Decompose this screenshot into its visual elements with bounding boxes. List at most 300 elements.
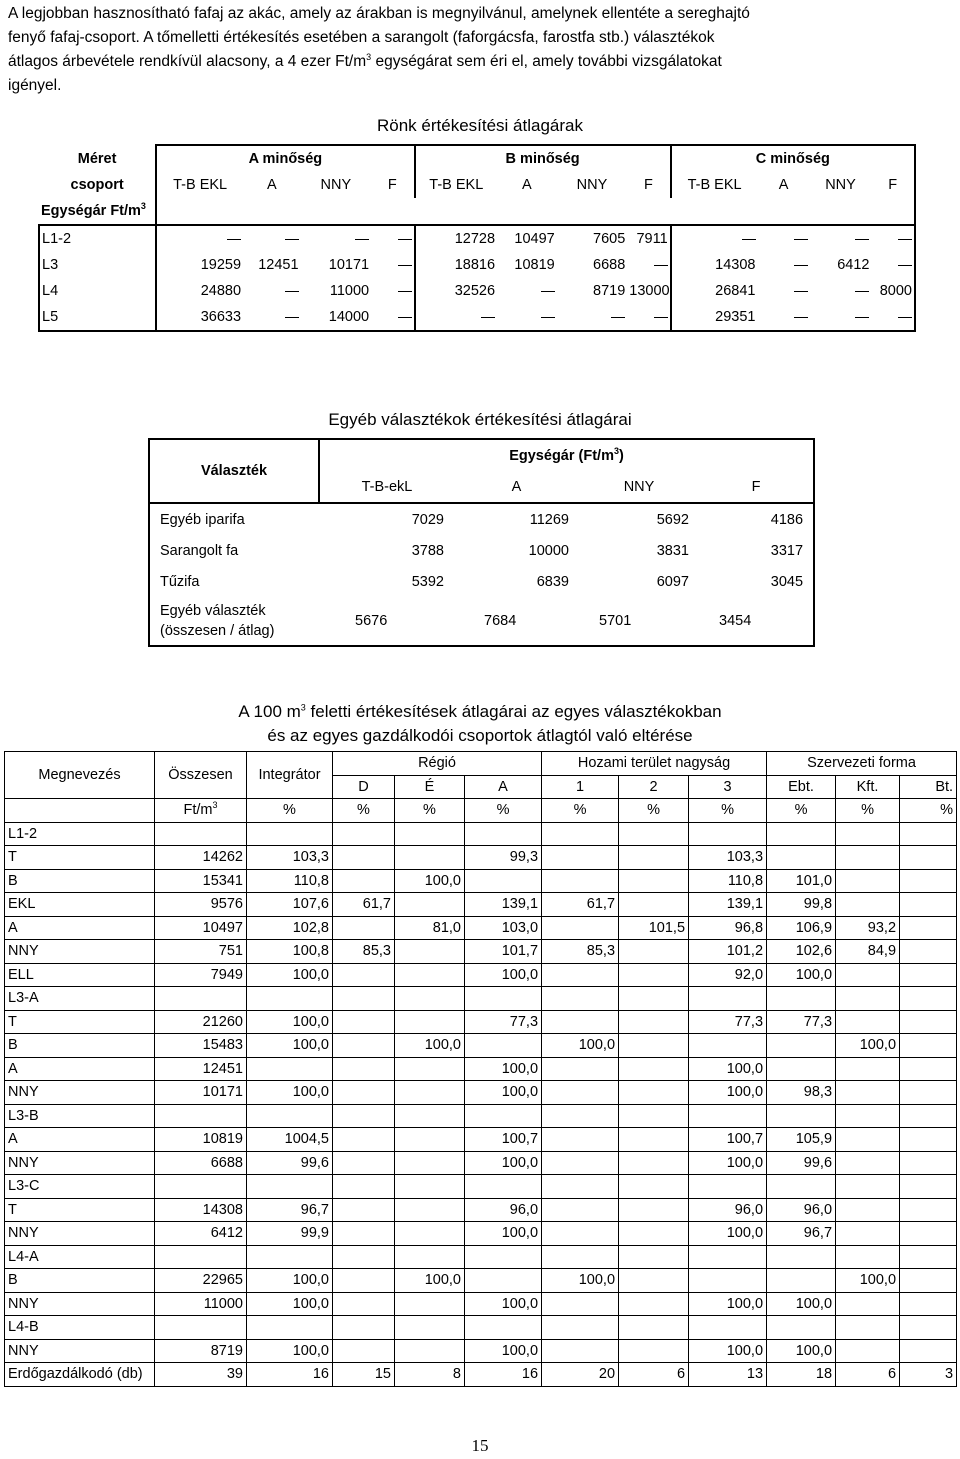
row-label: EKL — [5, 893, 155, 917]
cell: 7911 — [636, 231, 668, 247]
cell — [542, 916, 619, 940]
table3-row — [5, 963, 957, 987]
intro-line — [8, 50, 954, 74]
dash-mark — [398, 239, 412, 240]
cell — [619, 1292, 689, 1316]
unit-cell: % — [619, 799, 689, 823]
cell — [619, 1175, 689, 1199]
h-sub2: A — [454, 471, 579, 503]
cell: 10000 — [528, 542, 569, 559]
dash-mark — [481, 317, 495, 318]
cell: 100,0 — [465, 1339, 542, 1363]
row-label: L3-A — [5, 987, 155, 1011]
cell — [395, 1175, 465, 1199]
unit-cell: % — [836, 799, 900, 823]
table3-row — [5, 822, 957, 846]
cell — [333, 1339, 395, 1363]
cell: 139,1 — [465, 893, 542, 917]
cell: 93,2 — [836, 916, 900, 940]
cell: 99,6 — [247, 1151, 333, 1175]
table3-row — [5, 1128, 957, 1152]
cell — [155, 1104, 247, 1128]
cell — [247, 1175, 333, 1199]
cell — [671, 225, 758, 252]
units-spacer — [5, 799, 155, 823]
row-label: NNY — [5, 1222, 155, 1246]
dash-mark — [355, 239, 369, 240]
h-hozami: Hozami terület nagyság — [542, 752, 767, 776]
cell: 6412 — [837, 257, 870, 273]
row-label: L3-C — [5, 1175, 155, 1199]
cell — [767, 846, 836, 870]
unit-sup: 3 — [212, 800, 218, 811]
cell: 36633 — [156, 304, 243, 331]
cell — [542, 1081, 619, 1105]
cell — [619, 1269, 689, 1293]
row-label: Sarangolt fa — [149, 535, 319, 566]
cell — [415, 304, 497, 331]
cell: 15 — [333, 1363, 395, 1387]
dash-mark — [794, 291, 808, 292]
cell — [155, 1316, 247, 1340]
cell: 139,1 — [689, 893, 767, 917]
cell: 77,3 — [767, 1010, 836, 1034]
cell — [619, 940, 689, 964]
cell — [619, 1339, 689, 1363]
h-sub: F — [387, 177, 397, 193]
unit-cell: % — [333, 799, 395, 823]
cell: 99,3 — [465, 846, 542, 870]
cell — [619, 1128, 689, 1152]
cell: 100,0 — [465, 1151, 542, 1175]
cell: 98,3 — [767, 1081, 836, 1105]
cell: 85,3 — [333, 940, 395, 964]
cell: 99,9 — [247, 1222, 333, 1246]
cell — [542, 987, 619, 1011]
table2-row — [149, 566, 814, 597]
cell: 3788 — [411, 542, 444, 559]
cell: 5692 — [656, 511, 689, 528]
cell — [836, 1245, 900, 1269]
cell: 100,0 — [247, 1010, 333, 1034]
cell: 22965 — [155, 1269, 247, 1293]
cell — [836, 1292, 900, 1316]
cell: 100,8 — [247, 940, 333, 964]
h-sub2: F — [699, 471, 814, 503]
cell: 10819 — [155, 1128, 247, 1152]
cell: 14000 — [301, 304, 372, 331]
cell — [155, 822, 247, 846]
cell: 11269 — [529, 511, 569, 528]
cell — [395, 963, 465, 987]
cell — [465, 869, 542, 893]
row-label: NNY — [5, 940, 155, 964]
t3-title-sup: 3 — [300, 702, 306, 713]
row-label: A — [5, 1128, 155, 1152]
cell — [619, 869, 689, 893]
cell — [395, 893, 465, 917]
deviation-table — [4, 751, 957, 1387]
cell: 21260 — [155, 1010, 247, 1034]
h-sup: 3 — [140, 201, 146, 212]
cell — [836, 1339, 900, 1363]
cell — [395, 1339, 465, 1363]
dash-mark — [285, 291, 299, 292]
cell — [465, 1316, 542, 1340]
cell: 96,0 — [465, 1198, 542, 1222]
cell — [247, 822, 333, 846]
cell: 8 — [395, 1363, 465, 1387]
h-sub3: Bt. — [900, 775, 957, 799]
cell — [465, 987, 542, 1011]
cell: 29351 — [671, 304, 758, 331]
cell — [333, 1292, 395, 1316]
table3-row — [5, 987, 957, 1011]
cell — [900, 1292, 957, 1316]
cell — [900, 963, 957, 987]
cell — [395, 1010, 465, 1034]
cell — [333, 1175, 395, 1199]
cell: 20 — [542, 1363, 619, 1387]
cell: 96,7 — [247, 1198, 333, 1222]
cell: 8719 — [593, 283, 626, 299]
cell: 6688 — [155, 1151, 247, 1175]
table1-row — [39, 304, 915, 331]
cell — [689, 987, 767, 1011]
dash-mark — [611, 317, 625, 318]
row-label: A — [5, 916, 155, 940]
h-sub: A — [778, 177, 789, 193]
row-label: A — [5, 1057, 155, 1081]
intro-sup: 3 — [366, 51, 372, 62]
cell — [900, 846, 957, 870]
cell — [465, 1175, 542, 1199]
cell — [557, 304, 628, 331]
cell — [333, 1010, 395, 1034]
cell: 100,0 — [395, 1269, 465, 1293]
dash-mark — [285, 317, 299, 318]
row-label: Tűzifa — [149, 566, 319, 597]
row-label: T — [5, 1010, 155, 1034]
cell — [247, 987, 333, 1011]
h-szervezeti: Szervezeti forma — [767, 752, 957, 776]
cell: 110,8 — [689, 869, 767, 893]
row-label: L4-B — [5, 1316, 155, 1340]
h-osszesen: Összesen — [155, 752, 247, 799]
h-sub: F — [644, 177, 653, 193]
other-assortment-table — [148, 438, 815, 647]
dash-mark — [898, 265, 912, 266]
cell: 9576 — [155, 893, 247, 917]
row-label: NNY — [5, 1151, 155, 1175]
table3-row — [5, 1081, 957, 1105]
cell — [836, 822, 900, 846]
row-label: L1-2 — [39, 225, 156, 252]
cell — [333, 1057, 395, 1081]
cell — [542, 846, 619, 870]
cell — [542, 963, 619, 987]
cell: 92,0 — [689, 963, 767, 987]
cell: 100,0 — [247, 1269, 333, 1293]
cell — [155, 987, 247, 1011]
cell: 101,7 — [465, 940, 542, 964]
cell — [900, 822, 957, 846]
cell — [333, 846, 395, 870]
cell — [689, 1245, 767, 1269]
cell: 12451 — [258, 257, 299, 273]
cell — [871, 304, 915, 331]
row-label-line: Egyéb választék — [160, 603, 266, 619]
cell — [155, 1245, 247, 1269]
cell — [395, 987, 465, 1011]
unit-cell: % — [465, 799, 542, 823]
cell — [542, 1198, 619, 1222]
cell — [767, 1175, 836, 1199]
cell: 3831 — [656, 542, 689, 559]
cell: 101,5 — [619, 916, 689, 940]
cell — [333, 1151, 395, 1175]
table3-row — [5, 1316, 957, 1340]
cell: 8000 — [871, 278, 915, 304]
cell: 100,0 — [465, 1057, 542, 1081]
row-label: B — [5, 1034, 155, 1058]
row-label: ELL — [5, 963, 155, 987]
cell — [395, 1222, 465, 1246]
table3-row — [5, 1010, 957, 1034]
cell — [836, 1222, 900, 1246]
cell: 77,3 — [465, 1010, 542, 1034]
cell — [836, 1010, 900, 1034]
h-regio: Régió — [333, 752, 542, 776]
table3-title-line: és az egyes gazdálkodói csoportok átlagtól való eltérése — [267, 726, 693, 745]
cell — [333, 822, 395, 846]
cell — [619, 1316, 689, 1340]
dash-mark — [654, 317, 668, 318]
cell: 96,8 — [689, 916, 767, 940]
cell — [767, 1269, 836, 1293]
table3-row — [5, 1222, 957, 1246]
cell — [542, 1151, 619, 1175]
cell — [247, 1245, 333, 1269]
h-csoport: csoport — [70, 177, 124, 193]
cell — [619, 1057, 689, 1081]
cell: 15483 — [155, 1034, 247, 1058]
table2-title: Egyéb választékok értékesítési átlagárai — [328, 410, 632, 429]
cell — [465, 1034, 542, 1058]
cell — [836, 1175, 900, 1199]
dash-mark — [398, 291, 412, 292]
intro-line: igényel. — [8, 77, 62, 94]
row-label: L3-B — [5, 1104, 155, 1128]
cell: 100,0 — [689, 1151, 767, 1175]
dash-mark — [541, 317, 555, 318]
cell — [333, 963, 395, 987]
h-sub3: 3 — [689, 775, 767, 799]
cell — [497, 304, 557, 331]
cell: 100,0 — [247, 1292, 333, 1316]
table1-title: Rönk értékesítési átlagárak — [377, 116, 583, 135]
cell — [689, 822, 767, 846]
cell — [767, 987, 836, 1011]
cell — [395, 1316, 465, 1340]
cell — [619, 1245, 689, 1269]
table1-row — [39, 225, 915, 252]
cell: 4186 — [699, 503, 814, 535]
cell — [465, 822, 542, 846]
table3-row — [5, 1339, 957, 1363]
intro-line: fenyő fafaj-csoport. A tőmelletti értékesítés esetében a sarangolt (faforgácsfa, farostfa stb.) választékok — [8, 29, 715, 46]
cell — [836, 1104, 900, 1128]
h-sup2: 3 — [613, 445, 619, 456]
h-sub: F — [871, 172, 915, 198]
cell — [900, 1151, 957, 1175]
cell: 100,0 — [689, 1292, 767, 1316]
cell: 100,0 — [247, 1081, 333, 1105]
t3-title-text: A 100 m — [238, 702, 301, 721]
cell — [758, 304, 810, 331]
cell — [758, 278, 810, 304]
cell: 14308 — [671, 252, 758, 278]
cell — [627, 304, 670, 331]
cell: 6688 — [593, 257, 626, 273]
h-sub3: É — [395, 775, 465, 799]
h-integrator: Integrátor — [247, 752, 333, 799]
cell: 81,0 — [395, 916, 465, 940]
cell: 96,7 — [767, 1222, 836, 1246]
cell — [619, 1081, 689, 1105]
cell — [333, 987, 395, 1011]
dash-mark — [794, 265, 808, 266]
cell — [333, 1104, 395, 1128]
h-megnevezes: Megnevezés — [5, 752, 155, 799]
cell — [395, 1292, 465, 1316]
cell: 10171 — [155, 1081, 247, 1105]
cell — [871, 252, 915, 278]
unit-cell: % — [395, 799, 465, 823]
cell: 1004,5 — [247, 1128, 333, 1152]
h-sub: NNY — [576, 177, 608, 193]
cell: 96,0 — [689, 1198, 767, 1222]
cell: 6 — [619, 1363, 689, 1387]
cell: 10497 — [155, 916, 247, 940]
cell — [836, 1151, 900, 1175]
cell — [767, 1034, 836, 1058]
cell: 24880 — [156, 278, 243, 304]
cell: 100,0 — [689, 1222, 767, 1246]
cell: 100,0 — [542, 1269, 619, 1293]
h-sub2: NNY — [579, 471, 699, 503]
cell — [542, 1245, 619, 1269]
unit-cell — [155, 799, 247, 823]
cell — [810, 278, 872, 304]
intro-text: egységárat sem éri el, amely további vizsgálatokat — [371, 53, 722, 70]
h-sub3: 1 — [542, 775, 619, 799]
cell: 3317 — [699, 535, 814, 566]
cell — [689, 1104, 767, 1128]
unit-cell: % — [247, 799, 333, 823]
cell: 84,9 — [836, 940, 900, 964]
row-label: NNY — [5, 1081, 155, 1105]
cell — [333, 869, 395, 893]
table3-row — [5, 1363, 957, 1387]
cell: 100,0 — [767, 1292, 836, 1316]
table3-row — [5, 916, 957, 940]
h-sub: A — [266, 177, 277, 193]
cell — [689, 1034, 767, 1058]
cell — [836, 963, 900, 987]
cell — [542, 1339, 619, 1363]
t3-title-text: feletti értékesítések átlagárai az egyes választékokban — [305, 702, 722, 721]
cell — [619, 1151, 689, 1175]
cell: 100,0 — [465, 1081, 542, 1105]
cell — [619, 822, 689, 846]
table3-row — [5, 1245, 957, 1269]
cell — [810, 304, 872, 331]
h-sub: NNY — [320, 177, 352, 193]
cell: 100,0 — [767, 1339, 836, 1363]
row-label: T — [5, 846, 155, 870]
table2-row — [149, 503, 814, 535]
row-label: L5 — [39, 304, 156, 331]
cell: 10171 — [328, 257, 370, 273]
cell — [767, 1104, 836, 1128]
h-sub: T-B EKL — [156, 172, 243, 198]
dash-mark — [398, 265, 412, 266]
cell: 8719 — [155, 1339, 247, 1363]
cell: 26841 — [671, 278, 758, 304]
row-label: NNY — [5, 1339, 155, 1363]
table1-row — [39, 278, 915, 304]
cell: 13 — [689, 1363, 767, 1387]
cell — [395, 1128, 465, 1152]
cell — [619, 893, 689, 917]
cell: 12728 — [415, 225, 497, 252]
cell: 100,7 — [689, 1128, 767, 1152]
cell: 107,6 — [247, 893, 333, 917]
cell — [333, 1222, 395, 1246]
cell — [333, 1269, 395, 1293]
cell — [371, 252, 414, 278]
cell — [371, 304, 414, 331]
row-label: L4-A — [5, 1245, 155, 1269]
cell — [900, 869, 957, 893]
cell: 100,0 — [247, 1339, 333, 1363]
cell — [900, 1245, 957, 1269]
cell — [767, 822, 836, 846]
dash-mark — [398, 317, 412, 318]
cell: 103,3 — [247, 846, 333, 870]
unit-cell: % — [689, 799, 767, 823]
row-label: B — [5, 1269, 155, 1293]
cell: 18816 — [415, 252, 497, 278]
cell — [243, 278, 301, 304]
h-sub: NNY — [825, 177, 856, 193]
cell — [810, 225, 872, 252]
cell — [871, 225, 915, 252]
h-sub: A — [522, 177, 532, 193]
cell — [542, 869, 619, 893]
cell — [542, 1010, 619, 1034]
cell: 99,8 — [767, 893, 836, 917]
cell — [395, 940, 465, 964]
cell — [619, 1010, 689, 1034]
cell — [900, 916, 957, 940]
table1-row — [39, 252, 915, 278]
dash-mark — [855, 291, 869, 292]
cell: 10819 — [514, 257, 555, 273]
cell: 18 — [767, 1363, 836, 1387]
cell — [395, 1151, 465, 1175]
